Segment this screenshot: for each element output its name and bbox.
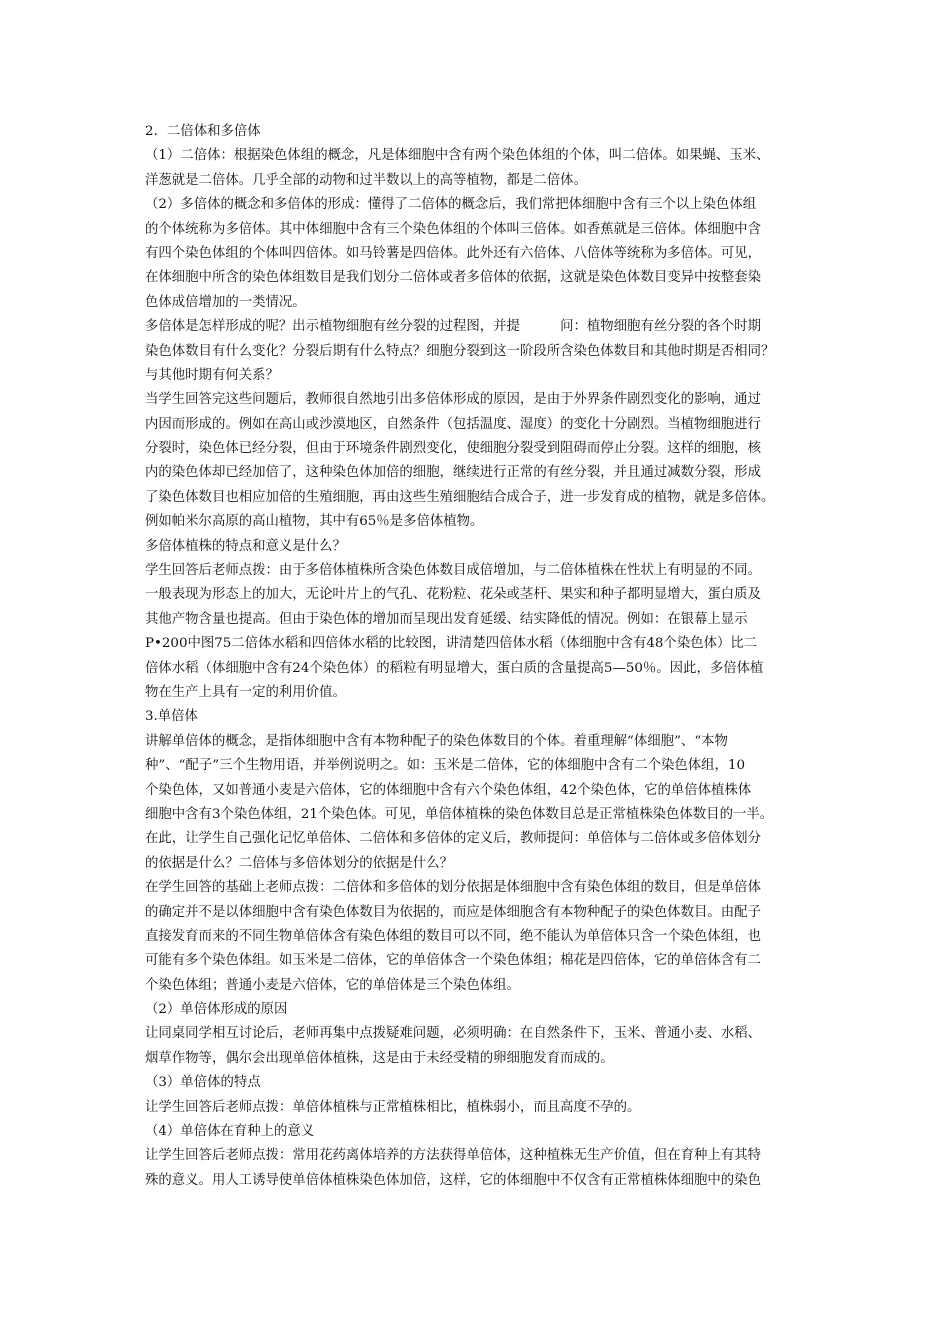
text-line: 烟草作物等，偶尔会出现单倍体植株，这是由于未经受精的卵细胞发育而成的。 [145, 1050, 614, 1066]
text-line: 内的染色体却已经加倍了，这种染色体加倍的细胞，继续进行正常的有丝分裂，并且通过减数分裂，形成 [145, 465, 761, 481]
text-line: 在学生回答的基础上老师点拨：二倍体和多倍体的划分依据是体细胞中含有染色体组的数目，但是单倍体 [145, 880, 761, 896]
text-line: （2）多倍体的概念和多倍体的形成：懂得了二倍体的概念后，我们常把体细胞中含有三个以上染色体组 [145, 197, 757, 213]
text-line: 直接发育而来的不同生物单倍体含有染色体组的数目可以不同，绝不能认为单倍体只含一个染色体组，也 [145, 928, 761, 944]
text-line: 的依据是什么？二倍体与多倍体划分的依据是什么？ [145, 855, 453, 871]
text-line: 内因而形成的。例如在高山或沙漠地区，自然条件（包括温度、湿度）的变化十分剧烈。当植物细胞进行 [145, 416, 761, 432]
text-line: 在此，让学生自己强化记忆单倍体、二倍体和多倍体的定义后，教师提问：单倍体与二倍体或多倍体划分 [145, 831, 761, 847]
text-line: 让同桌同学相互讨论后，老师再集中点拨疑难问题，必须明确：在自然条件下，玉米、普通小麦、水稻、 [145, 1026, 761, 1042]
text-line: （2）单倍体形成的原因 [145, 1002, 288, 1018]
text-line: P•200中图75二倍体水稻和四倍体水稻的比较图，讲清楚四倍体水稻（体细胞中含有48个染色体）比二 [145, 636, 758, 652]
text-line: 在体细胞中所含的染色体组数目是我们划分二倍体或者多倍体的依据，这就是染色体数目变异中按整套染 [145, 270, 761, 286]
text-line: 有四个染色体组的个体叫四倍体。如马铃薯是四倍体。此外还有六倍体、八倍体等统称为多倍体。可见， [145, 245, 761, 261]
text-line: 色体成倍增加的一类情况。 [145, 294, 306, 310]
text-line: 个染色体组；普通小麦是六倍体，它的单倍体是三个染色体组。 [145, 977, 520, 993]
text-line: 例如帕米尔高原的高山植物，其中有65％是多倍体植物。 [145, 514, 484, 530]
text-line: 倍体水稻（体细胞中含有24个染色体）的稻粒有明显增大，蛋白质的含量提高5—50％。因此，多倍体植 [145, 660, 764, 676]
text-line: 个染色体，又如普通小麦是六倍体，它的体细胞中含有六个染色体组，42个染色体，它的单倍体植株体 [145, 782, 752, 798]
text-line: 物在生产上具有一定的利用价值。 [145, 684, 346, 700]
text-line: 讲解单倍体的概念，是指体细胞中含有本物种配子的染色体数目的个体。着重理解“体细胞”、“本物 [145, 733, 728, 749]
text-line: 让学生回答后老师点拨：单倍体植株与正常植株相比，植株弱小，而且高度不孕的。 [145, 1099, 641, 1115]
text-line: 一般表现为形态上的加大，无论叶片上的气孔、花粉粒、花朵或茎杆、果实和种子都明显增大，蛋白质及 [145, 587, 761, 603]
text-line: 了染色体数目也相应加倍的生殖细胞，再由这些生殖细胞结合成合子，进一步发育成的植物，就是多倍体。 [145, 489, 775, 505]
text-line: 洋葱就是二倍体。几乎全部的动物和过半数以上的高等植物，都是二倍体。 [145, 172, 587, 188]
text-line: 当学生回答完这些问题后，教师很自然地引出多倍体形成的原因，是由于外界条件剧烈变化的影响，通过 [145, 392, 761, 408]
text-line: （3）单倍体的特点 [145, 1075, 261, 1091]
text-line: 细胞中含有3个染色体组，21个染色体。可见，单倍体植株的染色体数目总是正常植株染色体数目的一半。 [145, 806, 774, 822]
text-line: 殊的意义。用人工诱导使单倍体植株染色体加倍，这样，它的体细胞中不仅含有正常植株体细胞中的染色 [145, 1172, 761, 1188]
text-line: 与其他时期有何关系？ [145, 367, 279, 383]
text-line: 多倍体植株的特点和意义是什么？ [145, 538, 346, 554]
text-line: （1）二倍体：根据染色体组的概念，凡是体细胞中含有两个染色体组的个体，叫二倍体。如果蝇、玉米、 [145, 148, 770, 164]
text-line: 让学生回答后老师点拨：常用花药离体培养的方法获得单倍体，这种植株无生产价值，但在育种上有其特 [145, 1148, 761, 1164]
text-line: 可能有多个染色体组。如玉米是二倍体，它的单倍体含一个染色体组；棉花是四倍体，它的单倍体含有二 [145, 953, 761, 969]
text-line: 种”、“配子”三个生物用语，并举例说明之。如：玉米是二倍体，它的体细胞中含有二个染色体组，10 [145, 758, 745, 774]
text-line: 3.单倍体 [145, 709, 198, 725]
text-line: 其他产物含量也提高。但由于染色体的增加而呈现出发育延缓、结实降低的情况。例如：在银幕上显示 [145, 611, 748, 627]
text-line: 学生回答后老师点拨：由于多倍体植株所含染色体数目成倍增加，与二倍体植株在性状上有明显的不同。 [145, 563, 761, 579]
text-line: 分裂时，染色体已经分裂，但由于环境条件剧烈变化，使细胞分裂受到阻碍而停止分裂。这样的细胞，核 [145, 441, 761, 457]
document-body [145, 120, 813, 1193]
text-line: （4）单倍体在育种上的意义 [145, 1124, 315, 1140]
text-line: 染色体数目有什么变化？分裂后期有什么特点？细胞分裂到这一阶段所含染色体数目和其他时期是否相同？ [145, 343, 775, 359]
text-line: 的确定并不是以体细胞中含有染色体数目为依据的，而应是体细胞含有本物种配子的染色体数目。由配子 [145, 904, 761, 920]
text-line: 多倍体是怎样形成的呢？出示植物细胞有丝分裂的过程图，并提 问：植物细胞有丝分裂的各个时期 [145, 319, 761, 335]
text-line: 的个体统称为多倍体。其中体细胞中含有三个染色体组的个体叫三倍体。如香蕉就是三倍体。体细胞中含 [145, 221, 761, 237]
text-line: 2．二倍体和多倍体 [145, 124, 261, 139]
